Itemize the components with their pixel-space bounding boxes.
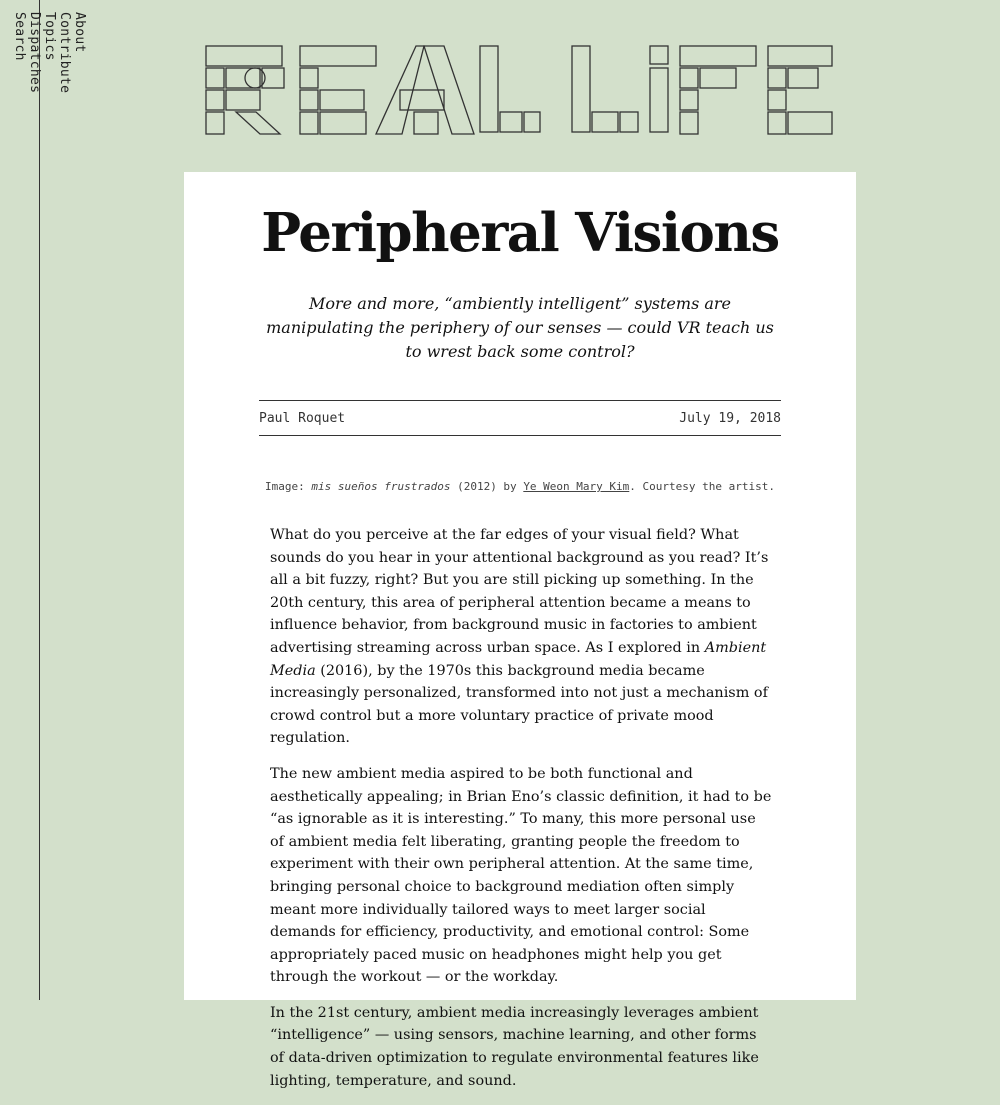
- image-caption: [184, 480, 856, 493]
- article-body: [270, 524, 774, 1105]
- logo-artwork: [204, 44, 834, 136]
- paragraph: The new ambient media aspired to be both functional and aesthetically appealing; in Brian Eno’s classic definition, it had to be “as ignorable as it is interesting.” To many, this more personal use of ambient media felt liberating, granting people the freedom to experiment with their own peripheral attention. At the same time, bringing personal choice to background mediation often simply meant more individually tailored ways to meet larger social demands for efficiency, productivity, and emotional control: Some appropriately paced music on headphones might help you get through the workout — or the workday.: [270, 765, 772, 986]
- article-dek: More and more, “ambiently intelligent” systems are manipulating the periphery of our senses — could VR teach us to wrest back some control?: [266, 294, 774, 361]
- article-card: [184, 172, 856, 1089]
- nav-item-contribute[interactable]: Contribute: [57, 12, 72, 94]
- nav-list: [12, 12, 87, 119]
- nav-item-topics[interactable]: Topics: [42, 12, 57, 61]
- book-title: Ambient Media: [270, 639, 767, 679]
- caption-year: (2012) by: [450, 480, 524, 493]
- byline: [259, 400, 781, 436]
- paragraph-text: What do you perceive at the far edges of your visual field? What sounds do you hear in your attentional background as you read? It’s all a bit fuzzy, right? But you are still picking up something. In the 20th century, this area of peripheral attention became a means to influence behavior, from background music in factories to ambient advertising streaming across urban space. As I explored in: [270, 527, 769, 656]
- caption-prefix: Image:: [265, 480, 312, 493]
- caption-artist-link[interactable]: Ye Weon Mary Kim: [523, 480, 630, 493]
- author-name[interactable]: Paul Roquet: [259, 410, 346, 426]
- nav-item-about[interactable]: About: [72, 12, 87, 53]
- paragraph-text: (2016), by the 1970s this background media became increasingly personalized, transformed into not just a mechanism of crowd control but a more voluntary practice of private mood regulation.: [270, 662, 768, 747]
- caption-work-title: mis sueños frustrados: [311, 480, 451, 493]
- site-logo[interactable]: [204, 44, 834, 136]
- side-navigation: [0, 0, 87, 1000]
- paragraph: In the 21st century, ambient media increasingly leverages ambient “intelligence” — using sensors, machine learning, and other forms of data-driven optimization to regulate environmental features like lighting, temperature, and sound.: [270, 1004, 759, 1089]
- nav-item-dispatches[interactable]: Dispatches: [27, 12, 42, 94]
- publish-date: July 19, 2018: [679, 410, 781, 426]
- nav-item-search[interactable]: Search: [12, 12, 27, 61]
- caption-suffix: . Courtesy the artist.: [629, 480, 775, 493]
- paragraph: [270, 524, 774, 750]
- article-title: Peripheral Visions: [261, 202, 779, 264]
